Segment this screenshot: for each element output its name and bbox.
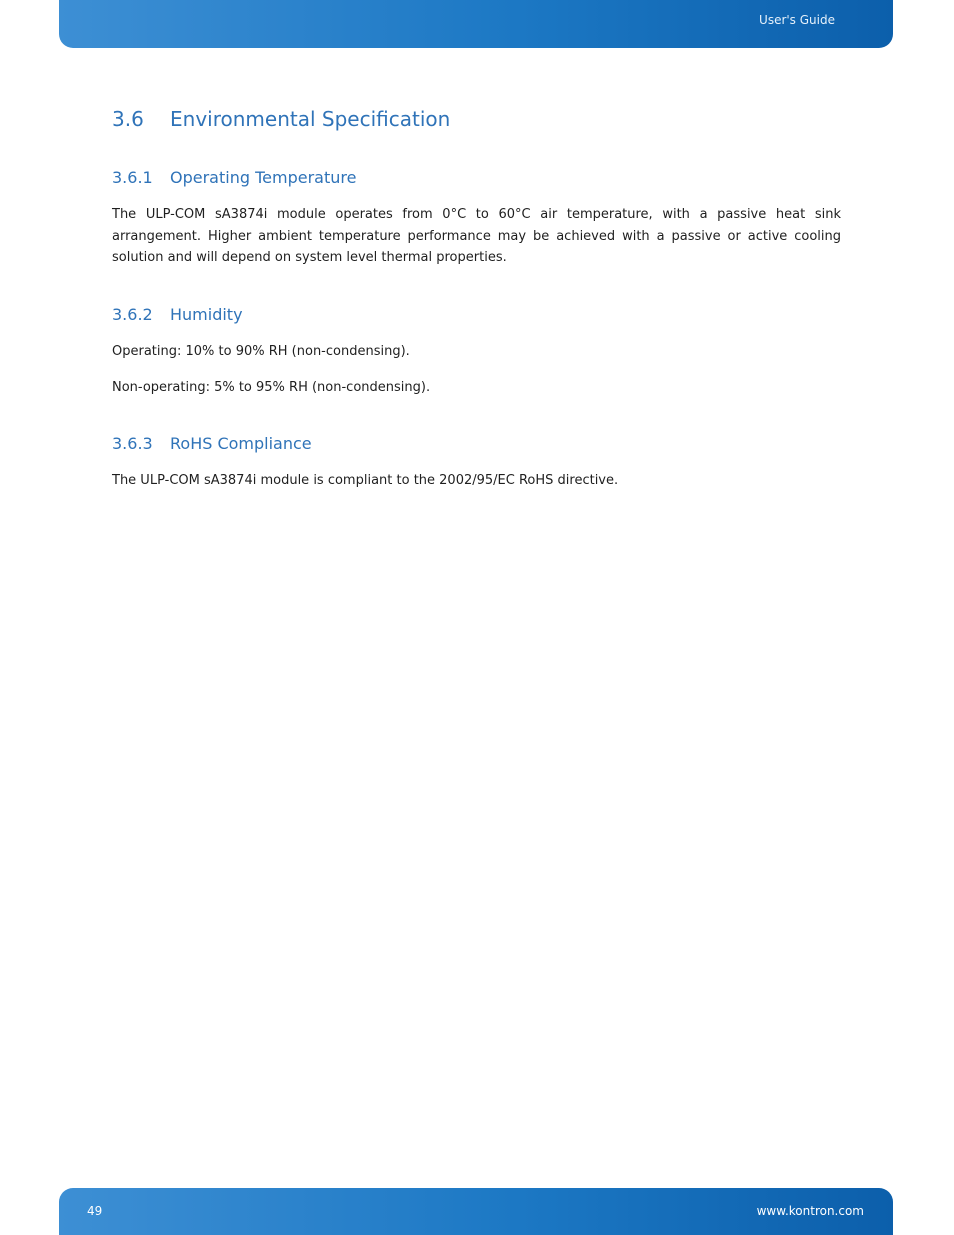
humidity-non-operating-paragraph: Non-operating: 5% to 95% RH (non-condensing). — [112, 380, 431, 395]
subsection-number: 3.6.3 — [112, 434, 153, 453]
subsection-title: Humidity — [170, 305, 243, 324]
subsection-heading-humidity — [112, 305, 243, 324]
section-title: Environmental Specification — [170, 107, 451, 131]
humidity-operating-paragraph: Operating: 10% to 90% RH (non-condensing). — [112, 344, 410, 359]
website-link[interactable]: www.kontron.com — [756, 1204, 864, 1218]
page-header — [59, 0, 893, 48]
subsection-title: Operating Temperature — [170, 168, 357, 187]
section-number: 3.6 — [112, 107, 144, 131]
page-number: 49 — [87, 1204, 103, 1218]
subsection-number: 3.6.1 — [112, 168, 153, 187]
operating-temperature-paragraph: The ULP-COM sA3874i module operates from 0°C to 60°C air temperature, with a passive heat sink arrangement. Higher ambient temperature performance may be achieved with a passive or active cooling solution and will depend on system level thermal properties. — [112, 207, 841, 265]
subsection-heading-rohs — [112, 434, 312, 453]
header-title: User's Guide — [759, 13, 835, 27]
subsection-heading-operating-temperature — [112, 168, 356, 187]
section-heading — [112, 107, 450, 131]
page-footer — [59, 1188, 893, 1235]
subsection-number: 3.6.2 — [112, 305, 153, 324]
rohs-paragraph: The ULP-COM sA3874i module is compliant to the 2002/95/EC RoHS directive. — [112, 473, 619, 488]
subsection-title: RoHS Compliance — [170, 434, 312, 453]
